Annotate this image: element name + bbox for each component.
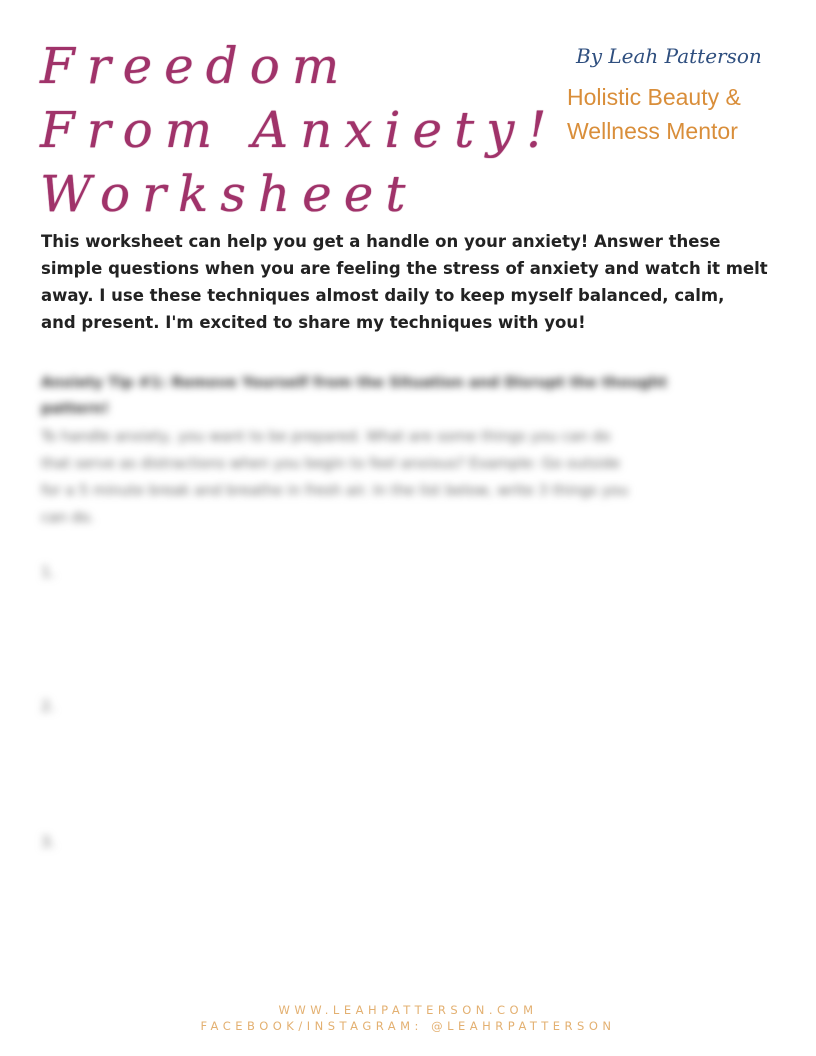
tip-heading (41, 370, 761, 422)
worksheet-title (40, 34, 560, 226)
tip-heading-line-1: Anxiety Tip #1: Remove Yourself from the Situation and Disrupt the thought (41, 375, 668, 391)
answer-number-3: 3. (41, 833, 56, 851)
tip-body-line-4: can do. (41, 510, 95, 526)
author-subtitle (567, 80, 797, 148)
title-line-2: From Anxiety! (40, 101, 559, 159)
intro-line-2: simple questions when you are feeling the stress of anxiety and watch it melt (41, 259, 768, 278)
tip-heading-line-2: pattern! (41, 401, 109, 417)
author-byline: By Leah Patterson (576, 44, 762, 68)
answer-number-2: 2. (41, 697, 56, 715)
title-line-3: Worksheet (40, 165, 418, 223)
intro-line-3: away. I use these techniques almost daily to keep myself balanced, calm, (41, 286, 725, 305)
tip-body-line-3: for a 5 minute break and breathe in fresh air. In the list below, write 3 things you (41, 483, 629, 499)
blurred-tip-section (41, 370, 761, 851)
title-line-1: Freedom (40, 37, 352, 95)
tip-body-line-2: that serve as distractions when you begin to feel anxious? Example: Go outside (41, 456, 620, 472)
tip-body-line-1: To handle anxiety, you want to be prepared. What are some things you can do (41, 429, 611, 445)
subtitle-line-2: Wellness Mentor (567, 118, 738, 144)
footer-website: WWW.LEAHPATTERSON.COM (278, 1003, 538, 1017)
subtitle-line-1: Holistic Beauty & (567, 84, 741, 110)
footer-social: FACEBOOK/INSTAGRAM: @LEAHRPATTERSON (200, 1019, 616, 1033)
answer-number-1: 1. (41, 563, 56, 581)
intro-line-1: This worksheet can help you get a handle on your anxiety! Answer these (41, 232, 721, 251)
intro-line-4: and present. I'm excited to share my techniques with you! (41, 313, 586, 332)
tip-body (41, 424, 761, 532)
intro-paragraph (41, 228, 776, 336)
